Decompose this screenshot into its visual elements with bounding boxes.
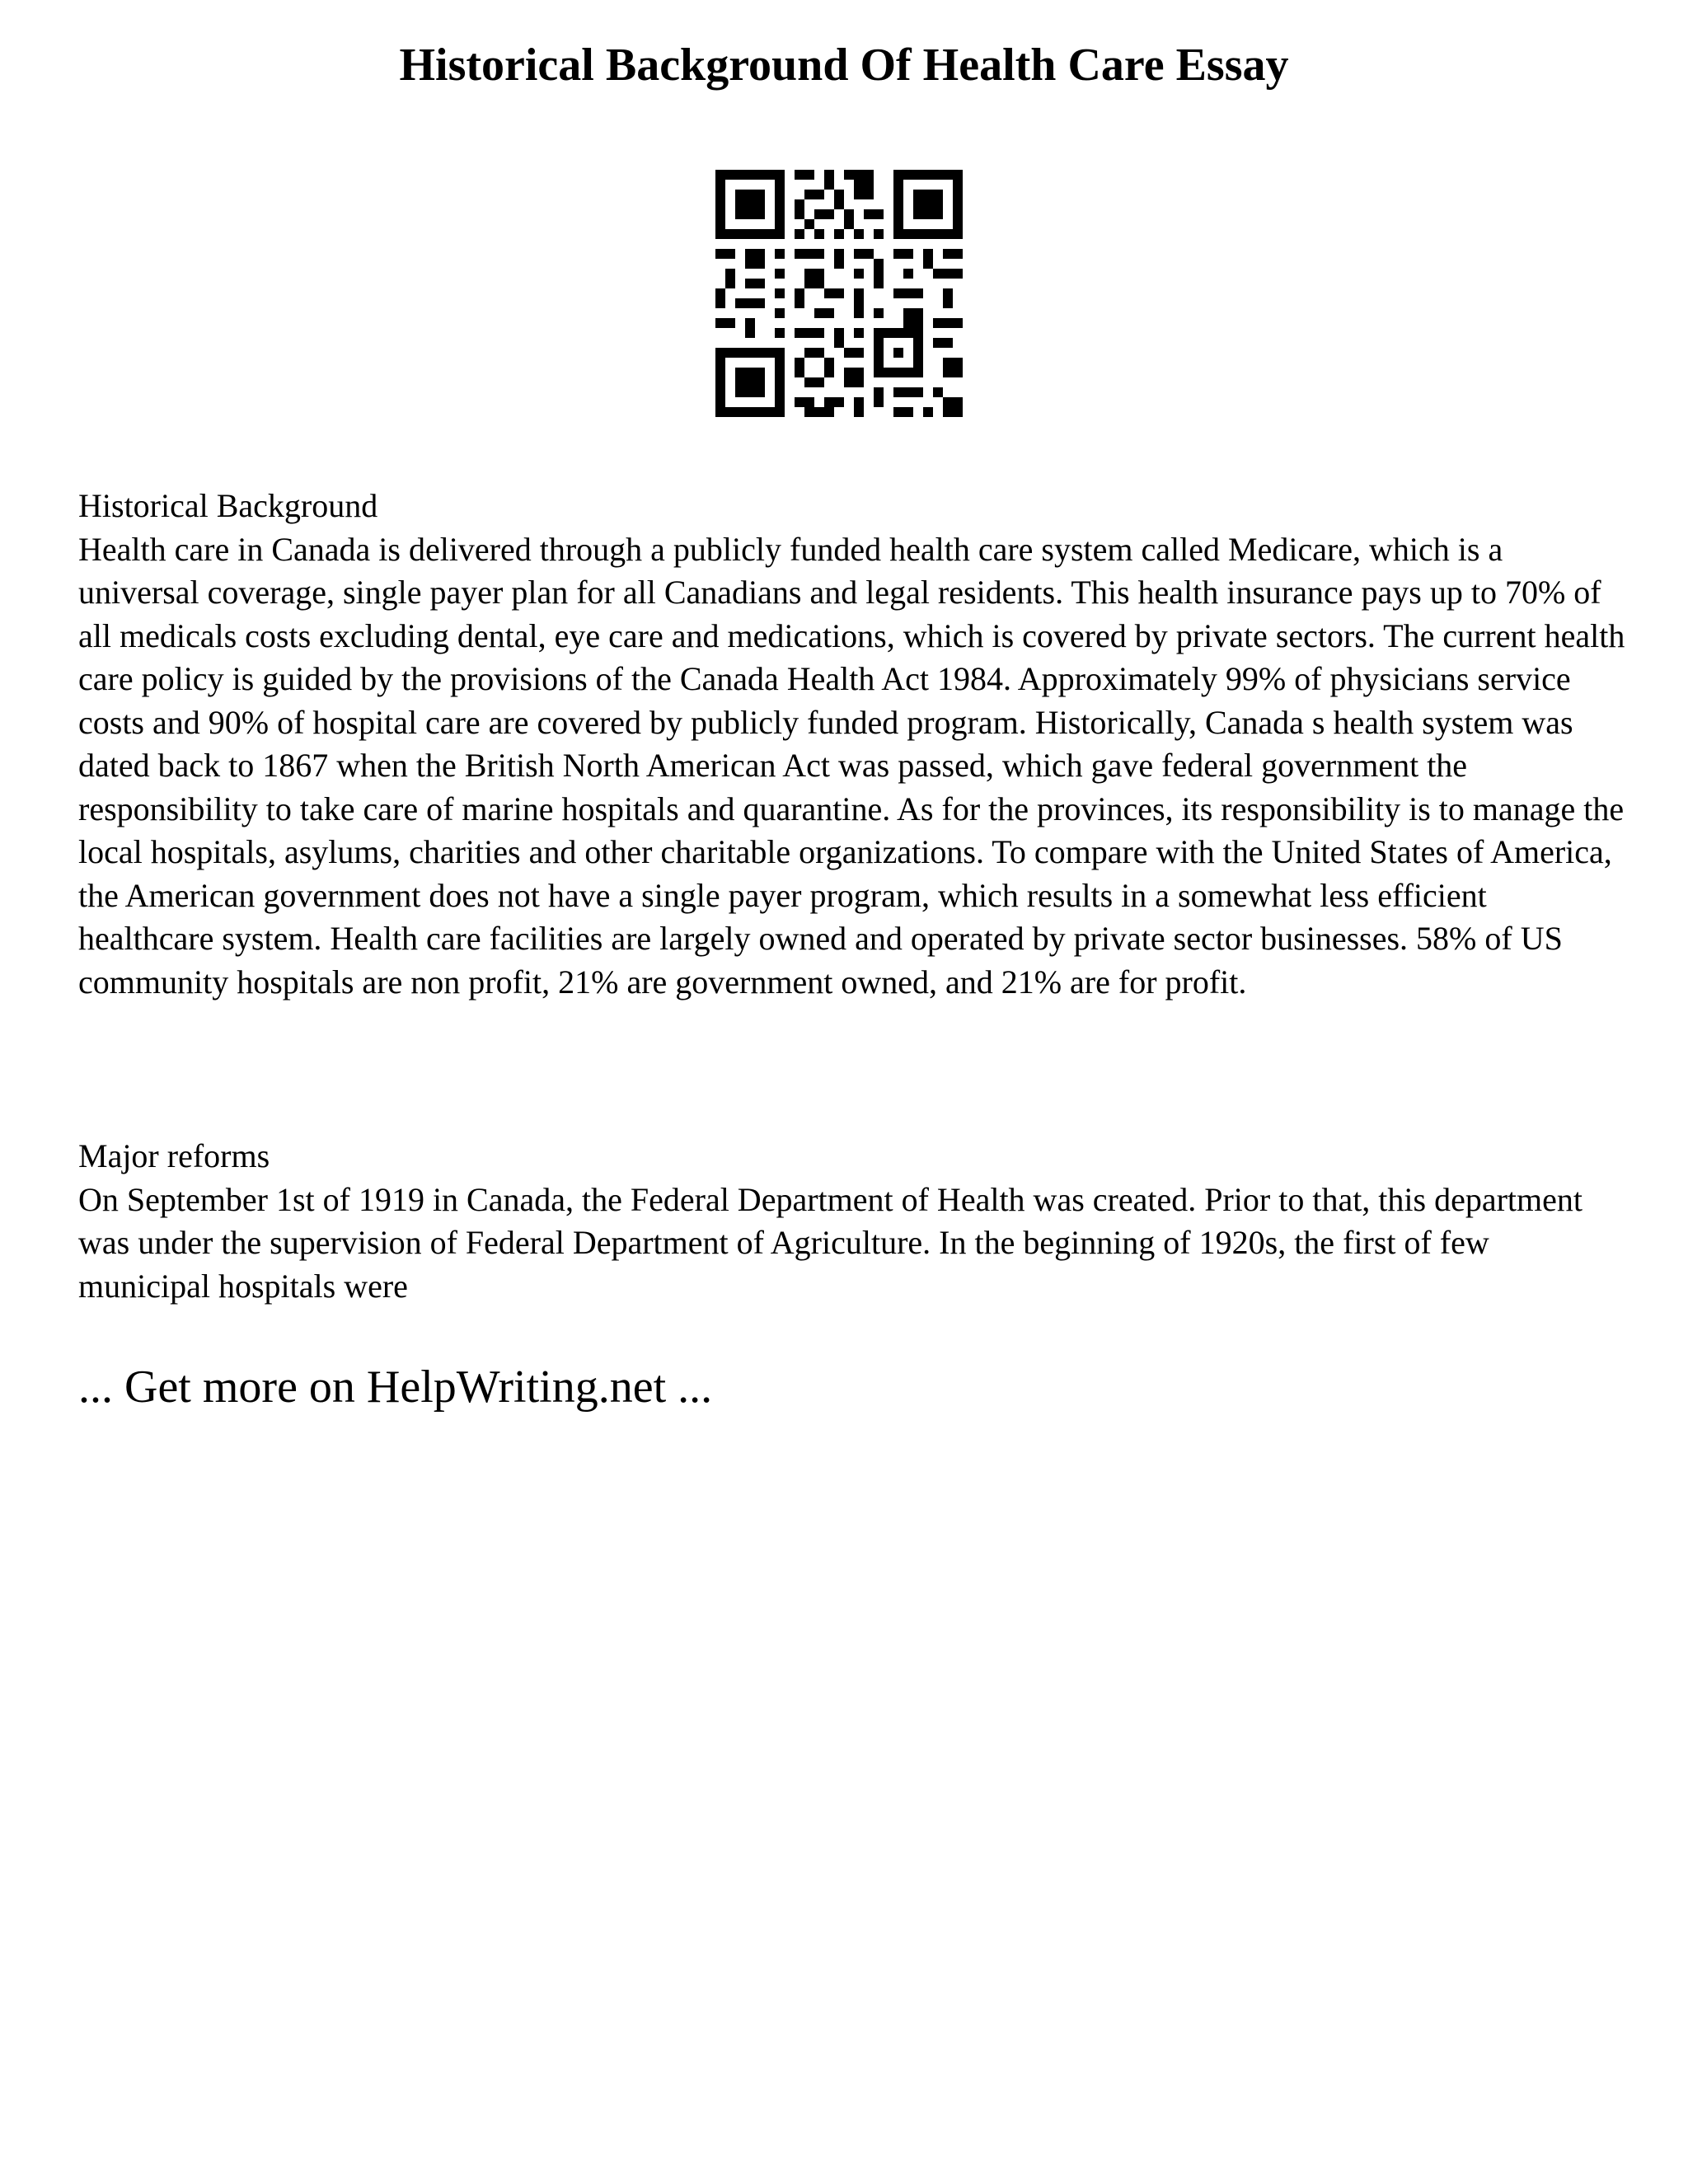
section-major-reforms — [78, 1135, 1628, 1308]
get-more-link[interactable]: ... Get more on HelpWriting.net ... — [78, 1361, 713, 1413]
page-title: Historical Background Of Health Care Essay — [399, 40, 1289, 91]
section-historical-background — [78, 485, 1628, 1004]
section-body: On September 1st of 1919 in Canada, the Federal Department of Health was created. Prior to that, this department was under the supervision of Federal Department of Agriculture. In the beginning of 1920s, the first of few municipal hospitals were — [78, 1180, 1583, 1305]
section-heading: Major reforms — [78, 1137, 270, 1174]
section-body: Health care in Canada is delivered through a publicly funded health care system called Medicare, which is a universal coverage, single payer plan for all Canadians and legal residents. This health insurance pays up to 70% of all medicals costs excluding dental, eye care and medications, which is covered by private sectors. The current health care policy is guided by the provisions of the Canada Health Act 1984. Approximately 99% of physicians service costs and 90% of hospital care are covered by publicly funded program. Historically, Canada s health system was dated back to 1867 when the British North American Act was passed, which gave federal government the responsibility to take care of marine hospitals and quarantine. As for the provinces, its responsibility is to manage the local hospitals, asylums, charities and other charitable organizations. To compare with the United States of America, the American government does not have a single payer program, which results in a somewhat less efficient healthcare system. Health care facilities are largely owned and operated by private sector businesses. 58% of US community hospitals are non profit, 21% are government owned, and 21% are for profit. — [78, 530, 1625, 1001]
section-heading: Historical Background — [78, 487, 378, 524]
qr-code-icon — [715, 170, 963, 417]
